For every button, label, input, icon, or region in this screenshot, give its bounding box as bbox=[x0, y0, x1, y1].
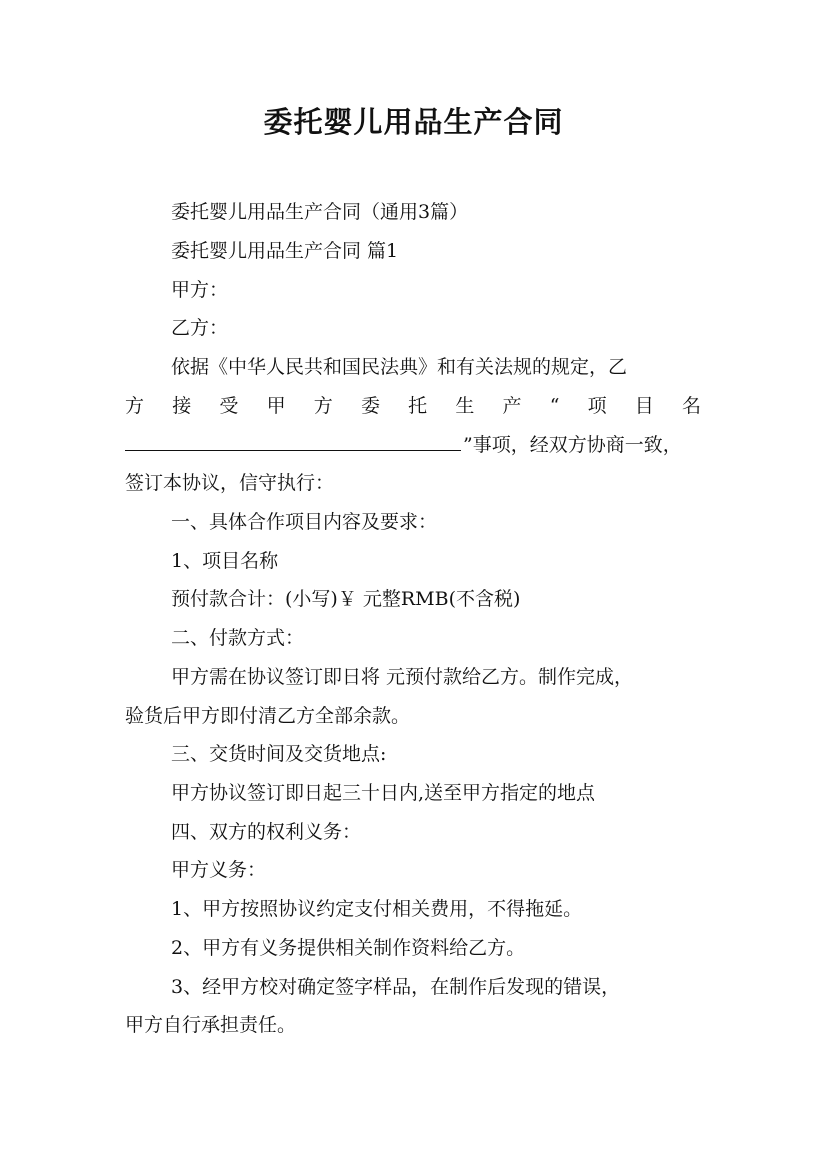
party-b-label: 乙方： bbox=[171, 317, 229, 339]
char: 方 bbox=[125, 395, 145, 417]
paragraph-text: 签订本协议，信守执行： bbox=[125, 472, 335, 494]
paragraph-delivery: 甲方协议签订即日起三十日内,送至甲方指定的地点 bbox=[171, 782, 596, 804]
section-heading-2: 二、付款方式： bbox=[171, 627, 305, 649]
section-heading-4: 四、双方的权利义务： bbox=[171, 821, 362, 843]
paragraph-payment: 甲方需在协议签订即日将 元预付款给乙方。制作完成， bbox=[171, 666, 634, 688]
duty-item-1: 1、甲方按照协议约定支付相关费用，不得拖延。 bbox=[171, 898, 583, 920]
duty-item-3: 3、经甲方校对确定签字样品，在制作后发现的错误， bbox=[171, 976, 621, 998]
paragraph-basis: 依据《中华人民共和国民法典》和有关法规的规定，乙 bbox=[171, 356, 628, 378]
char: 产 bbox=[502, 395, 522, 417]
paragraph-text: ”事项，经双方协商一致， bbox=[463, 434, 682, 456]
section-heading-1: 一、具体合作项目内容及要求： bbox=[171, 511, 438, 533]
char: 托 bbox=[408, 395, 428, 417]
paragraph-justified-line bbox=[125, 393, 701, 419]
document-title: 委托婴儿用品生产合同 bbox=[263, 105, 564, 139]
char: 受 bbox=[219, 395, 239, 417]
char: 名 bbox=[681, 395, 701, 417]
char: “ bbox=[549, 395, 560, 417]
char: 甲 bbox=[266, 395, 286, 417]
project-name-blank bbox=[125, 432, 461, 451]
paragraph-payment-cont: 验货后甲方即付清乙方全部余款。 bbox=[125, 705, 411, 727]
paragraph-section-heading: 委托婴儿用品生产合同 篇1 bbox=[171, 240, 399, 262]
item-project-name: 1、项目名称 bbox=[171, 550, 279, 572]
item-prepayment: 预付款合计：(小写)￥ 元整RMB(不含税) bbox=[171, 588, 521, 610]
char: 委 bbox=[360, 395, 380, 417]
char: 方 bbox=[313, 395, 333, 417]
duty-item-3-cont: 甲方自行承担责任。 bbox=[125, 1014, 297, 1036]
paragraph-subtitle: 委托婴儿用品生产合同（通用3篇） bbox=[171, 201, 469, 223]
party-a-duties-label: 甲方义务： bbox=[171, 859, 267, 881]
char: 项 bbox=[587, 395, 607, 417]
party-a-label: 甲方： bbox=[171, 279, 229, 301]
section-heading-3: 三、交货时间及交货地点: bbox=[171, 743, 387, 765]
char: 接 bbox=[172, 395, 192, 417]
char: 生 bbox=[455, 395, 475, 417]
paragraph-project-line bbox=[125, 432, 682, 458]
char: 目 bbox=[634, 395, 654, 417]
duty-item-2: 2、甲方有义务提供相关制作资料给乙方。 bbox=[171, 937, 526, 959]
